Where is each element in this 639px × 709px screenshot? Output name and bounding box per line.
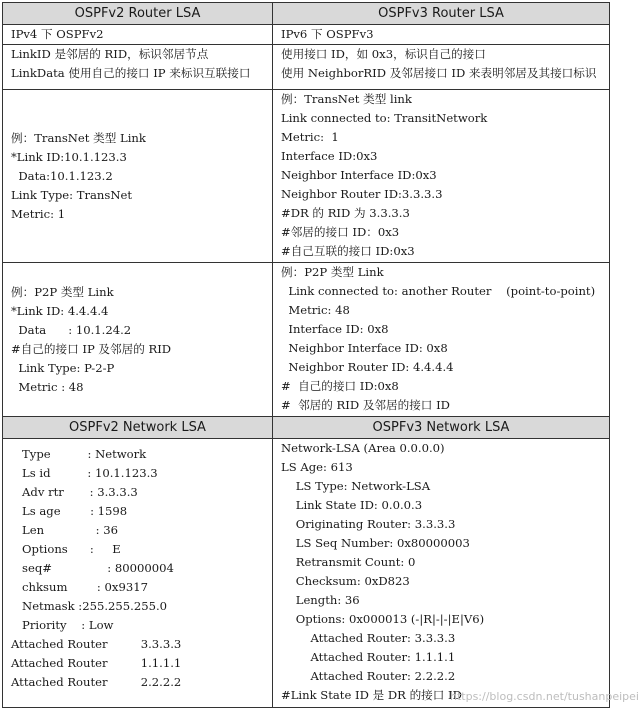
v3-network-line: Attached Router: 1.1.1.1 xyxy=(281,650,456,664)
lsa-comparison-table xyxy=(2,2,610,708)
v3-network-line: LS Age: 613 xyxy=(281,460,353,474)
v3-p2p-line: 例：P2P 类型 Link xyxy=(281,265,384,279)
header-ospfv2-router-lsa: OSPFv2 Router LSA xyxy=(3,3,273,25)
header-ospfv3-router-lsa: OSPFv3 Router LSA xyxy=(273,3,610,25)
v3-transnet-line: #DR 的 RID 为 3.3.3.3 xyxy=(281,206,410,220)
v2-network-line: Priority : Low xyxy=(11,618,114,632)
v3-network-line: Checksum: 0xD823 xyxy=(281,574,410,588)
v2-network-line: Netmask :255.255.255.0 xyxy=(11,599,168,613)
v3-network-line: LS Type: Network-LSA xyxy=(281,479,431,493)
v3-p2p-line: # 邻居的 RID 及邻居的接口 ID xyxy=(281,398,450,412)
v3-transnet-line: Link connected to: TransitNetwork xyxy=(281,111,488,125)
header-row-router-lsa xyxy=(3,3,610,25)
v3-network-line: Length: 36 xyxy=(281,593,360,607)
v2-p2p-line: 例：P2P 类型 Link xyxy=(11,284,114,299)
v2-network-line: Attached Router 1.1.1.1 xyxy=(11,656,182,670)
v3-network-line: Originating Router: 3.3.3.3 xyxy=(281,517,456,531)
v3-transnet-line: Neighbor Interface ID:0x3 xyxy=(281,168,437,182)
v3-network-line: Attached Router: 3.3.3.3 xyxy=(281,631,456,645)
v3-network-line: Link State ID: 0.0.0.3 xyxy=(281,498,423,512)
header-ospfv3-network-lsa: OSPFv3 Network LSA xyxy=(273,417,610,439)
v3-network-line: Retransmit Count: 0 xyxy=(281,555,416,569)
v3-network-line: Network-LSA (Area 0.0.0.0) xyxy=(281,441,445,455)
v3-p2p-line: Link connected to: another Router (point-to-point) xyxy=(281,284,596,298)
ipv6-label: IPv6 下 OSPFv3 xyxy=(281,27,374,41)
v2-p2p-line: *Link ID: 4.4.4.4 xyxy=(11,303,109,318)
v3-network-line: Attached Router: 2.2.2.2 xyxy=(281,669,456,683)
v2-network-line: Type : Network xyxy=(11,447,147,461)
header-ospfv2-network-lsa: OSPFv2 Network LSA xyxy=(3,417,273,439)
v3-transnet-line: Neighbor Router ID:3.3.3.3 xyxy=(281,187,443,201)
v3-transnet-line: Metric: 1 xyxy=(281,130,339,144)
v2-p2p-line: Metric : 48 xyxy=(11,379,84,394)
ipv6-cell xyxy=(273,25,610,45)
v2-network-cell xyxy=(3,439,273,708)
v3-p2p-line: Neighbor Router ID: 4.4.4.4 xyxy=(281,360,454,374)
v2-link-desc-cell xyxy=(3,45,273,90)
v2-transnet-line: Data:10.1.123.2 xyxy=(11,168,113,183)
v3-transnet-line: 例：TransNet 类型 link xyxy=(281,92,412,106)
v3-network-line: Options: 0x000013 (-|R|-|-|E|V6) xyxy=(281,612,485,626)
v2-p2p-cell xyxy=(3,263,273,417)
v2-network-line: Attached Router 2.2.2.2 xyxy=(11,675,182,689)
v3-link-desc-cell xyxy=(273,45,610,90)
link-id-row xyxy=(3,45,610,90)
v3-transnet-line: Interface ID:0x3 xyxy=(281,149,378,163)
v3-transnet-line: #自己互联的接口 ID:0x3 xyxy=(281,244,415,258)
v2-network-line: Len : 36 xyxy=(11,523,119,537)
v3-p2p-line: Metric: 48 xyxy=(281,303,350,317)
v3-transnet-cell xyxy=(273,90,610,263)
v3-p2p-line: Interface ID: 0x8 xyxy=(281,322,389,336)
p2p-example-row xyxy=(3,263,610,417)
v2-link-desc-line: LinkID 是邻居的 RID，标识邻居节点 xyxy=(11,47,209,61)
v2-transnet-line: Link Type: TransNet xyxy=(11,187,133,202)
transnet-example-row xyxy=(3,90,610,263)
v3-network-line: LS Seq Number: 0x80000003 xyxy=(281,536,470,550)
v3-link-desc-line: 使用接口 ID，如 0x3，标识自己的接口 xyxy=(281,47,486,61)
v2-transnet-line: *Link ID:10.1.123.3 xyxy=(11,149,127,164)
v3-network-line: #Link State ID 是 DR 的接口 ID xyxy=(281,688,462,702)
v2-p2p-line: Data : 10.1.24.2 xyxy=(11,322,132,337)
v2-network-line: Attached Router 3.3.3.3 xyxy=(11,637,182,651)
v2-network-line: Ls id : 10.1.123.3 xyxy=(11,466,158,480)
v2-transnet-cell xyxy=(3,90,273,263)
ipv4-label: IPv4 下 OSPFv2 xyxy=(11,27,104,41)
v3-transnet-line: #邻居的接口 ID：0x3 xyxy=(281,225,400,239)
header-row-network-lsa xyxy=(3,417,610,439)
v2-network-line: Adv rtr : 3.3.3.3 xyxy=(11,485,138,499)
v2-p2p-line: Link Type: P-2-P xyxy=(11,360,115,375)
network-lsa-row xyxy=(3,439,610,708)
v3-p2p-cell xyxy=(273,263,610,417)
watermark: https://blog.csdn.net/tushanpeipei xyxy=(450,690,639,703)
ipv4-cell xyxy=(3,25,273,45)
v2-network-line: chksum : 0x9317 xyxy=(11,580,148,594)
ip-version-row xyxy=(3,25,610,45)
v3-link-desc-line: 使用 NeighborRID 及邻居接口 ID 来表明邻居及其接口标识 xyxy=(281,66,597,80)
v2-network-line: Options : E xyxy=(11,542,121,556)
v3-p2p-line: Neighbor Interface ID: 0x8 xyxy=(281,341,448,355)
v2-transnet-line: 例：TransNet 类型 Link xyxy=(11,130,146,145)
v2-transnet-line: Metric: 1 xyxy=(11,206,66,221)
v2-network-line: Ls age : 1598 xyxy=(11,504,128,518)
v2-link-desc-line: LinkData 使用自己的接口 IP 来标识互联接口 xyxy=(11,66,251,80)
v2-p2p-line: #自己的接口 IP 及邻居的 RID xyxy=(11,341,172,356)
v3-network-cell xyxy=(273,439,610,708)
v3-p2p-line: # 自己的接口 ID:0x8 xyxy=(281,379,399,393)
v2-network-line: seq# : 80000004 xyxy=(11,561,174,575)
